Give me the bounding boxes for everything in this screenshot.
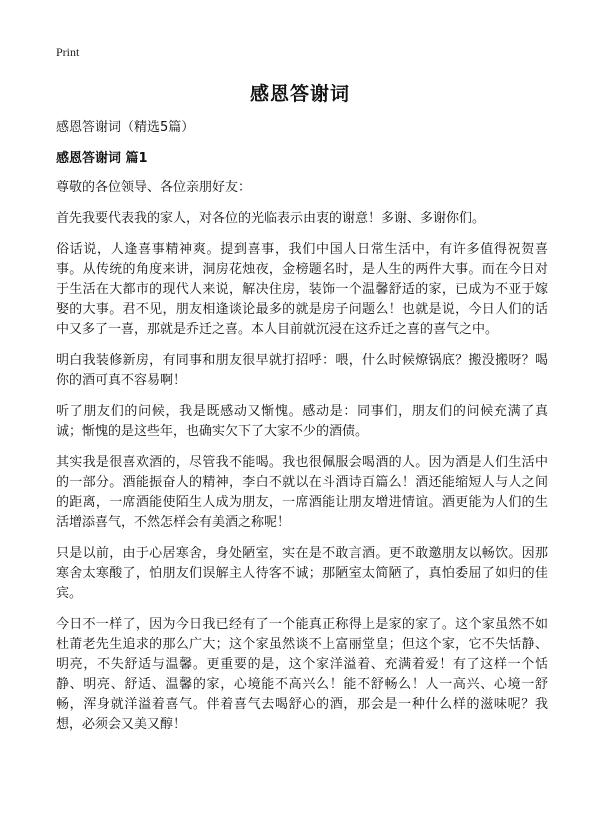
paragraph-today: 今日不一样了，因为今日我已经有了一个能真正称得上是家的家了。这个家虽然不如杜莆老先生追求的那么广大；这个家虽然谈不上富丽堂皇；但这个家，它不失恬静、明亮，不失舒适与温馨。更重要的是，这个家洋溢着、充满着爱！有了这样一个恬静、明亮、舒适、温馨的家，心境能不高兴么！能不舒畅么！人一高兴、心境一舒畅，浑身就洋溢着喜气。伴着喜气去喝舒心的酒，那会是一种什么样的滋味呢？我想，必须会又美又醇！ — [56, 617, 548, 732]
paragraph-past: 只是以前，由于心居寒舍，身处陋室，实在是不敢言酒。更不敢邀朋友以畅饮。因那寒舍太寒酸了，怕朋友们误解主人待客不诚；那陋室太简陋了，真怕委屈了如归的佳宾。 — [56, 546, 548, 601]
print-link[interactable]: Print — [56, 45, 80, 59]
paragraph-proverb: 俗话说，人逢喜事精神爽。提到喜事，我们中国人日常生活中，有许多值得祝贺喜事。从传统的角度来讲，洞房花烛夜，金榜题名时，是人生的两件大事。而在今日对于生活在大都市的现代人来说，解决住房，装饰一个温馨舒适的家，已成为不亚于嫁娶的大事。君不见，朋友相逢谈论最多的就是房子问题么！也就是说，今日人们的话中又多了一喜，那就是乔迁之喜。本人目前就沉浸在这乔迁之喜的喜气之中。 — [56, 242, 548, 337]
paragraph-thanks: 首先我要代表我的家人，对各位的光临表示由衷的谢意！多谢、多谢你们。 — [56, 211, 486, 226]
paragraph-renovation: 明白我装修新房，有同事和朋友很早就打招呼：喂，什么时候燎锅底？搬没搬呀？喝你的酒可真不容易啊！ — [56, 353, 548, 388]
section-heading: 感恩答谢词 篇1 — [56, 151, 148, 166]
paragraph-wine: 其实我是很喜欢酒的，尽管我不能喝。我也很佩服会喝酒的人。因为酒是人们生活中的一部分。酒能振奋人的精神，李白不就以在斗酒诗百篇么！酒还能缩短人与人之间的距离，一席酒能使陌生人成为朋友，一席酒能让朋友增进情谊。酒更能为人们的生活增添喜气，不然怎样会有美酒之称呢！ — [56, 455, 548, 530]
page-title: 感恩答谢词 — [249, 83, 350, 105]
paragraph-gratitude: 听了朋友们的问候，我是既感动又惭愧。感动是：同事们，朋友们的问候充满了真诚；惭愧的是这些年，也确实欠下了大家不少的酒债。 — [56, 404, 548, 439]
document-body — [56, 118, 548, 746]
document-subtitle: 感恩答谢词（精选5篇） — [56, 120, 195, 135]
paragraph-greeting: 尊敬的各位领导、各位亲朋好友： — [56, 180, 252, 195]
